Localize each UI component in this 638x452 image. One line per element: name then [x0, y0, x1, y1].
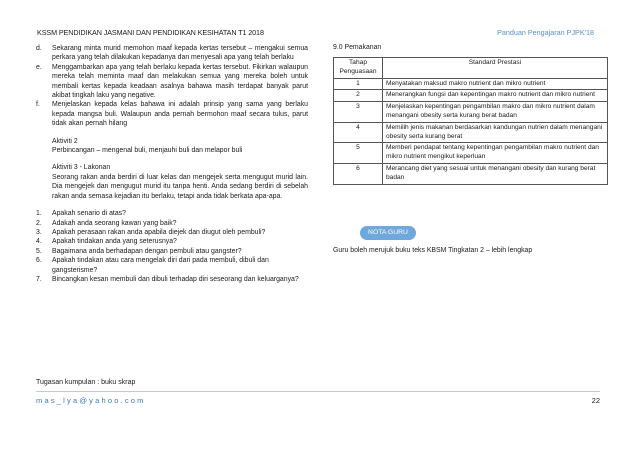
aktiviti-3-title: Aktiviti 3 - Lakonan	[52, 164, 111, 172]
section-title: 9.0 Pemakanan	[333, 44, 382, 51]
document-header-title: KSSM PENDIDIKAN JASMANI DAN PENDIDIKAN KESIHATAN T1 2018	[37, 28, 264, 37]
aktiviti-3-text: Seorang rakan anda berdiri di luar kelas dan mengejek serta mengugut murid lain. Dia mengejek dan mengugut murid itu tanpa henti. Anda sedang berdiri di sebelah rakan anda semasa kejadian itu berlaku, tetapi anda tidak berkata apa-apa.	[52, 173, 308, 200]
table-row	[334, 163, 608, 184]
document-header-subtitle: Panduan Pengajaran PJPK'18	[497, 28, 594, 37]
standard-prestasi-table	[333, 57, 608, 185]
cell-level: 3	[334, 102, 383, 123]
question-number: 6.	[36, 257, 42, 265]
question-text: Apakah senario di atas?	[52, 210, 126, 218]
question-item	[36, 275, 308, 284]
cell-level: 2	[334, 90, 383, 102]
cell-level: 5	[334, 143, 383, 164]
cell-desc: Memilih jenis makanan berdasarkan kandungan nutrien dalam menangani obesity serta kurang berat	[383, 122, 608, 143]
table-header-row	[334, 58, 608, 79]
rujuk-text: Guru boleh merujuk buku teks KBSM Tingkatan 2 – lebih lengkap	[333, 247, 533, 254]
question-text: Apakah tindakan anda yang seterusnya?	[52, 238, 177, 246]
question-text: Apakah tindakan atau cara mengelak diri dari pada membuli, dibuli dan gangsterisme?	[52, 257, 269, 274]
table-row	[334, 90, 608, 102]
list-text: Menggambarkan apa yang telah berlaku kepada kertas tersebut. Fikirkan walaupun mereka telah meminta maaf dan melakukan semua yang mereka boleh untuk membali kertas kepada keadaan asalnya bahawa masih terdapat banyak parut akibat tingkah laku yang negative.	[52, 63, 308, 100]
page-number: 22	[591, 396, 600, 405]
aktiviti-2-title: Aktiviti 2	[52, 137, 78, 145]
question-number: 5.	[36, 247, 42, 255]
list-text: Sekarang minta murid memohon maaf kepada kertas tersebut – mengakui semua perkara yang telah dilakukan kepadanya dan menyesali apa yang telah berlaku	[52, 45, 308, 62]
cell-level: 4	[334, 122, 383, 143]
question-item	[36, 256, 308, 275]
nota-guru-button[interactable]: NOTA GURU	[360, 226, 416, 240]
tugasan-text: Tugasan kumpulan : buku skrap	[36, 379, 136, 386]
column-header-standard: Standard Prestasi	[383, 58, 608, 79]
cell-desc: Memberi pendapat tentang kepentingan pengambilan makro nutrient dan mikro nutrient mengikut keperluan	[383, 143, 608, 164]
question-text: Bagaimana anda berhadapan dengan pembuli atau gangster?	[52, 247, 242, 255]
cell-desc: Merancang diet yang sesuai untuk menangani obesity dan kurang berat badan	[383, 163, 608, 184]
left-column	[36, 44, 308, 284]
question-number: 7.	[36, 275, 42, 283]
question-item	[36, 209, 308, 218]
column-header-tahap: Tahap Penguasaan	[334, 58, 383, 79]
cell-desc: Menerangkan fungsi dan kepentingan makro nutrient dan mikro nutrient	[383, 90, 608, 102]
question-item	[36, 237, 308, 246]
cell-desc: Menyatakan maksud makro nutrient dan mikro nutrient	[383, 78, 608, 90]
list-marker: f.	[36, 101, 40, 109]
question-text: Adakah anda seorang kawan yang baik?	[52, 219, 177, 227]
aktiviti-2-text: Perbincangan – mengenal buli, menjauhi buli dan melapor buli	[52, 147, 243, 155]
table-row	[334, 78, 608, 90]
question-number: 4.	[36, 238, 42, 246]
question-number: 1.	[36, 210, 42, 218]
table-row	[334, 102, 608, 123]
question-text: Bincangkan kesan membuli dan dibuli terhadap diri seseorang dan keluarganya?	[52, 275, 299, 283]
cell-desc: Menjelaskan kepentingan pengambilan makro dan mikro nutrient dalam menangani obesity serta kurang berat badan	[383, 102, 608, 123]
list-item	[36, 63, 308, 101]
question-item	[36, 247, 308, 256]
table-row	[334, 122, 608, 143]
list-text: Menjelaskan kepada kelas bahawa ini adalah prinsip yang sama yang berlaku kepada mangsa buli. Walaupun anda pernah bermohon maaf secara tulus, parut tidak akan pernah hilang	[52, 101, 308, 128]
question-list	[36, 209, 308, 284]
list-marker: d.	[36, 45, 42, 52]
cell-level: 6	[334, 163, 383, 184]
table-row	[334, 143, 608, 164]
right-column	[333, 44, 613, 185]
footer-email: mas_lya@yahoo.com	[36, 396, 146, 405]
question-text: Apakah perasaan rakan anda apabila diejek dan diugut oleh pembuli?	[52, 228, 266, 236]
question-item	[36, 219, 308, 228]
footer-divider	[36, 391, 600, 392]
list-marker: e.	[36, 63, 42, 71]
list-item	[36, 44, 308, 63]
cell-level: 1	[334, 78, 383, 90]
question-number: 3.	[36, 228, 42, 236]
question-number: 2.	[36, 219, 42, 227]
list-item	[36, 100, 308, 128]
question-item	[36, 228, 308, 237]
